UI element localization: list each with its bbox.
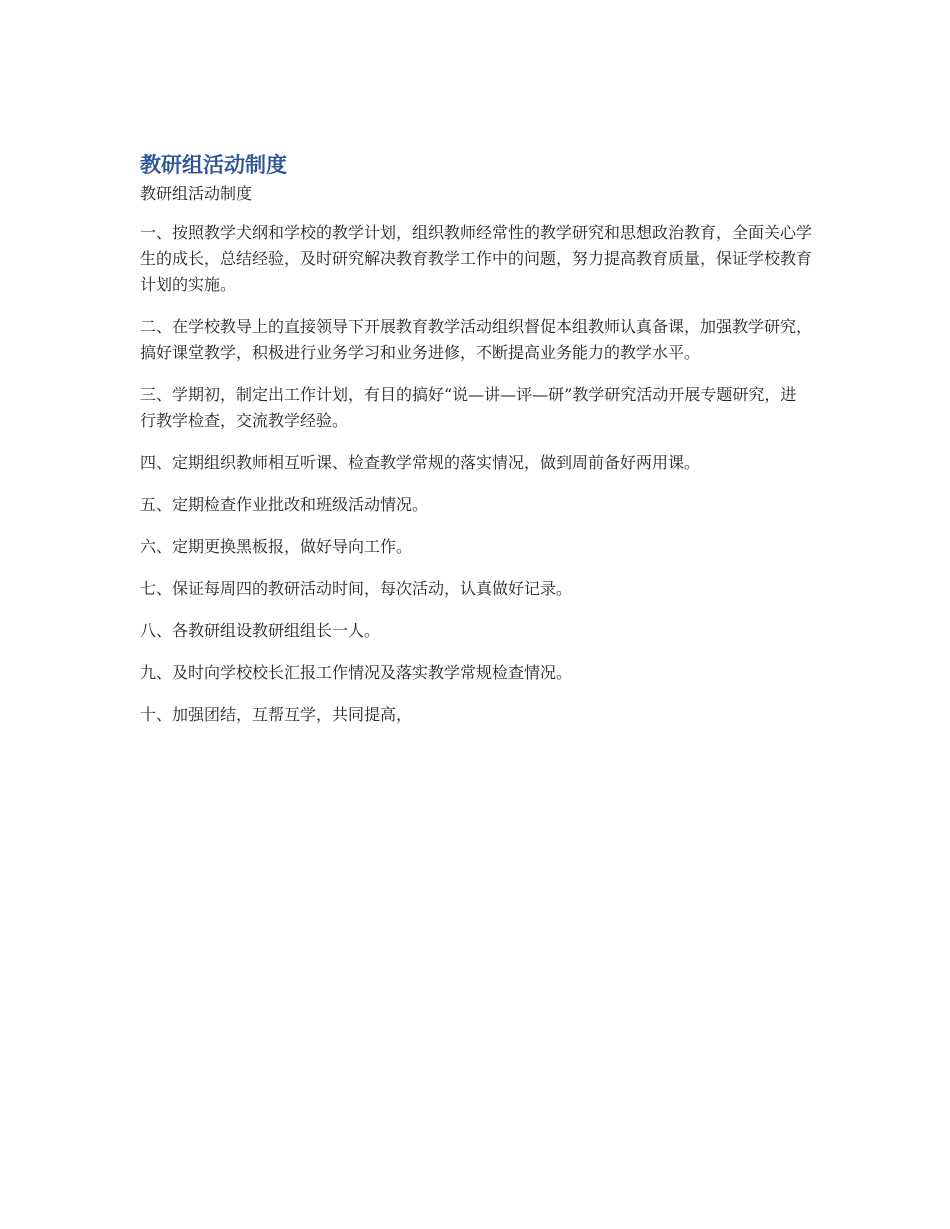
document-content xyxy=(140,150,812,744)
rule-item-6: 六、定期更换黑板报，做好导向工作。 xyxy=(140,537,413,556)
rule-item-4: 四、定期组织教师相互听课、检查教学常规的落实情况，做到周前备好两用课。 xyxy=(140,453,701,472)
rule-item-10: 十、加强团结，互帮互学，共同提高， xyxy=(140,705,413,724)
rule-item-5: 五、定期检查作业批改和班级活动情况。 xyxy=(140,495,429,514)
document-subtitle: 教研组活动制度 xyxy=(140,184,253,203)
rule-item-1: 一、按照教学犬纲和学校的教学计划，组织教师经常性的教学研究和思想政治教育，全面关心学生的成长，总结经验，及时研究解决教育教学工作中的问题，努力提高教育质量，保证学校教育计划的实施。 xyxy=(140,223,813,294)
rule-item-7: 七、保证每周四的教研活动时间，每次活动，认真做好记录。 xyxy=(140,579,573,598)
rules-list xyxy=(140,220,812,728)
page-title: 教研组活动制度 xyxy=(140,153,287,177)
rule-item-9: 九、及时向学校校长汇报工作情况及落实教学常规检查情况。 xyxy=(140,663,573,682)
rule-item-2: 二、在学校教导上的直接领导下开展教育教学活动组织督促本组教师认真备课，加强教学研究，搞好课堂教学，积极进行业务学习和业务进修，不断提高业务能力的教学水平。 xyxy=(140,317,813,362)
rule-item-3: 三、学期初，制定出工作计划，有目的搞好“说—讲—评—研”教学研究活动开展专题研究，进行教学检查，交流教学经验。 xyxy=(140,385,797,430)
rule-item-8: 八、各教研组设教研组组长一人。 xyxy=(140,621,381,640)
